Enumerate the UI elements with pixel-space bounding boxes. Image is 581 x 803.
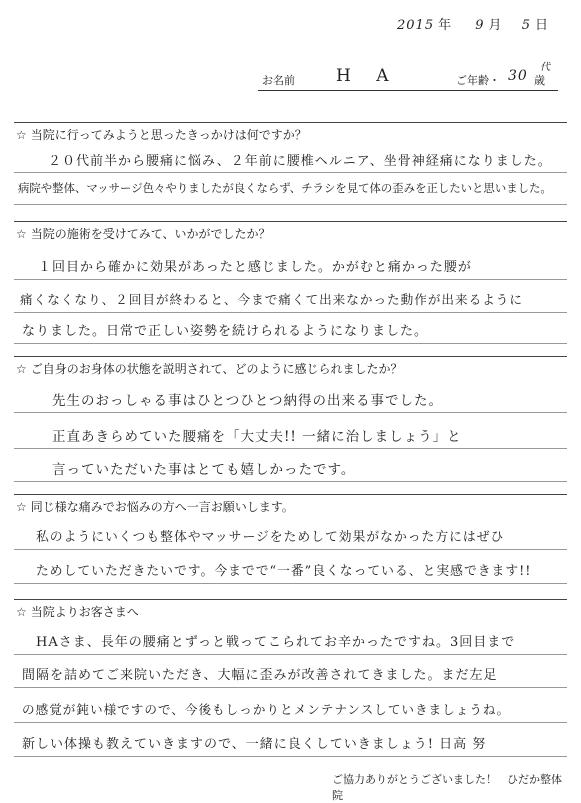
reply-line-1: HAさま、長年の腰痛とずっと戦ってこられてお辛かったですね。3回目まで [36, 635, 516, 650]
question-1-text: 当院に行ってみようと思ったきっかけは何ですか？ [30, 128, 307, 142]
section-divider [14, 599, 567, 600]
answer-rule [14, 687, 567, 688]
date [393, 14, 549, 33]
profile-row [0, 62, 581, 92]
answer-rule [14, 343, 567, 344]
name-label: お名前 [262, 74, 295, 87]
age-unit: 歳 [534, 74, 545, 87]
star-icon: ☆ [16, 500, 27, 514]
date-day-unit: 日 [534, 18, 549, 33]
question-5 [16, 603, 139, 620]
section-divider [14, 221, 567, 222]
profile-underline [258, 90, 558, 91]
answer-rule [14, 481, 567, 482]
reply-line-2: 間隔を詰めてご来院いただき、大幅に歪みが改善されてきました。まだ左足 [22, 668, 498, 683]
question-3 [16, 360, 403, 377]
answer-3-line-2: 正直あきらめていた腰痛を「大丈夫!! 一緒に治しましょう」と [52, 429, 462, 445]
footer [332, 771, 581, 803]
reply-line-3: の感覚が鈍い様ですので、今後もしっかりとメンテナンスしていきましょうね。 [22, 702, 511, 717]
star-icon: ☆ [16, 362, 27, 376]
question-1 [16, 126, 307, 143]
answer-2-line-2: 痛くなくなり、２回目が終わると、今まで痛くて出来なかった動作が出来るように [20, 292, 523, 307]
answer-rule [14, 172, 567, 173]
answer-1-line-1: ２０代前半から腰痛に悩み、２年前に腰椎ヘルニア、坐骨神経痛になりました。 [48, 154, 552, 169]
answer-4-line-1: 私のようにいくつも整体やマッサージをためして効果がなかった方にはぜひ [36, 530, 505, 545]
answer-rule [14, 756, 567, 757]
answer-rule [14, 583, 567, 584]
star-icon: ☆ [16, 227, 27, 241]
section-divider [14, 494, 567, 495]
answer-rule [14, 448, 567, 449]
answer-2-line-3: なりました。日常で正しい姿勢を続けられるようになりました。 [22, 324, 429, 339]
question-4 [16, 498, 294, 515]
answer-rule [14, 654, 567, 655]
name-value: H A [336, 66, 399, 86]
question-2-text: 当院の施術を受けてみて、いかがでしたか？ [30, 227, 271, 241]
answer-2-line-1: １回目から確かに効果があったと感じました。かがむと痛かった腰が [38, 260, 472, 275]
age-unit-handwritten: 代 [540, 62, 551, 73]
reply-line-4: 新しい体操も教えていきますので、一緒に良くしていきましょう! 日高 努 [22, 737, 487, 752]
answer-4-line-2: ためしていただきたいです。今までで“一番”良くなっている、と実感できます!! [36, 564, 532, 579]
answer-3-line-1: 先生のおっしゃる事はひとつひとつ納得の出来る事でした。 [52, 393, 443, 409]
age-label: ご年齢・ [456, 74, 500, 87]
question-5-text: 当院よりお客さまへ [30, 605, 139, 619]
answer-rule [14, 279, 567, 280]
date-month-unit: 月 [488, 18, 503, 33]
section-divider [14, 356, 567, 357]
star-icon: ☆ [16, 128, 27, 142]
date-day: 5 [521, 18, 531, 33]
answer-rule [14, 722, 567, 723]
footer-clinic-name: ひだか整体院 [332, 773, 562, 802]
answer-rule [14, 412, 567, 413]
footer-thanks: ご協力ありがとうございました！ [332, 773, 497, 786]
age-value: 30 [508, 68, 528, 84]
answer-rule [14, 204, 567, 205]
answer-3-line-3: 言っていただいた事はとても嬉しかったです。 [52, 462, 356, 478]
section-divider [14, 122, 567, 123]
question-3-text: ご自身のお身体の状態を説明されて、どのように感じられましたか？ [30, 362, 403, 376]
date-year-unit: 年 [438, 18, 453, 33]
question-4-text: 同じ様な痛みでお悩みの方へ一言お願いします。 [30, 500, 294, 514]
answer-rule [14, 549, 567, 550]
answer-rule [14, 312, 567, 313]
date-year: 2015 [397, 18, 435, 33]
question-2 [16, 225, 271, 242]
answer-1-line-2: 病院や整体、マッサージ色々やりましたが良くならず、チラシを見て体の歪みを正したいと思いました。 [18, 181, 552, 195]
star-icon: ☆ [16, 605, 27, 619]
date-month: 9 [475, 18, 485, 33]
